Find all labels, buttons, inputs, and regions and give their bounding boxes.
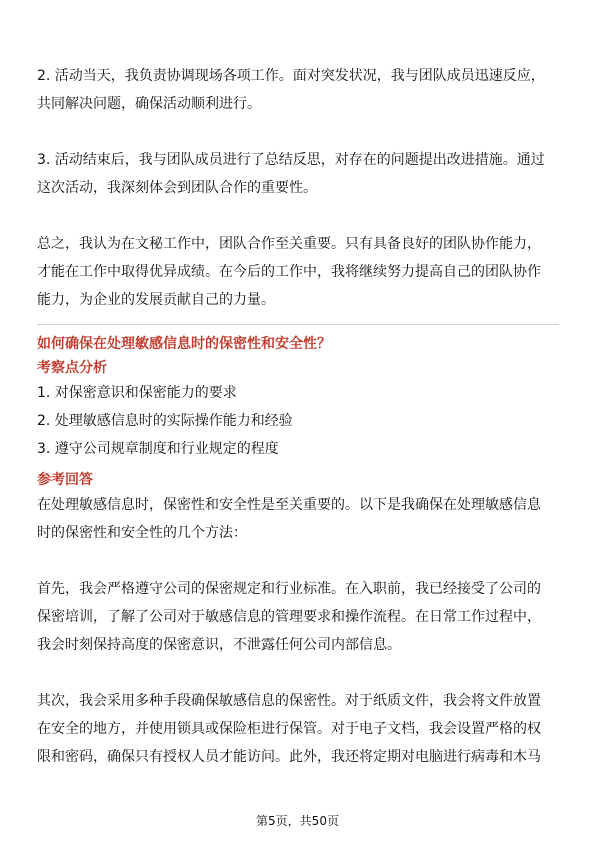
paragraph-spacer (37, 118, 559, 146)
question-heading: 如何确保在处理敏感信息时的保密性和安全性？ (37, 336, 331, 352)
paragraph-spacer (37, 659, 559, 687)
answer-paragraph-second: 其次，我会采用多种手段确保敏感信息的保密性。对于纸质文件，我会将文件放置 在安全的地方，并使用锁具或保险柜进行保管。对于电子文档，我会设置严格的权 限和密码，确保只有授权人员才能访问。此外，我还将定期对电脑进行病毒和木马 (37, 693, 541, 765)
paragraph-activity-end: 3. 活动结束后，我与团队成员进行了总结反思，对存在的问题提出改进措施。通过 这次活动，我深刻体会到团队合作的重要性。 (37, 152, 545, 196)
answer-paragraph-first: 首先，我会严格遵守公司的保密规定和行业标准。在入职前，我已经接受了公司的 保密培训，了解了公司对于敏感信息的管理要求和操作流程。在日常工作过程中， 我会时刻保持高度的保密意识，不泄露任何公司内部信息。 (37, 581, 541, 653)
page-content (37, 62, 559, 771)
paragraph-spacer (37, 202, 559, 230)
analysis-item: 2. 处理敏感信息时的实际操作能力和经验 (37, 413, 293, 429)
page-number-footer: 第5页，共50页 (256, 814, 339, 828)
analysis-item: 3. 遵守公司规章制度和行业规定的程度 (37, 441, 279, 457)
answer-intro: 在处理敏感信息时，保密性和安全性是至关重要的。以下是我确保在处理敏感信息 时的保密性和安全性的几个方法： (37, 497, 541, 541)
analysis-title: 考察点分析 (37, 360, 107, 376)
paragraph-conclusion: 总之，我认为在文秘工作中，团队合作至关重要。只有具备良好的团队协作能力， 才能在工作中取得优异成绩。在今后的工作中，我将继续努力提高自己的团队协作 能力，为企业的发展贡献自己的力量。 (37, 236, 541, 308)
paragraph-activity-day: 2. 活动当天，我负责协调现场各项工作。面对突发状况，我与团队成员迅速反应， 共同解决问题，确保活动顺利进行。 (37, 68, 545, 112)
analysis-item: 1. 对保密意识和保密能力的要求 (37, 385, 237, 401)
answer-title: 参考回答 (37, 472, 93, 488)
section-divider (37, 324, 559, 325)
paragraph-spacer (37, 547, 559, 575)
